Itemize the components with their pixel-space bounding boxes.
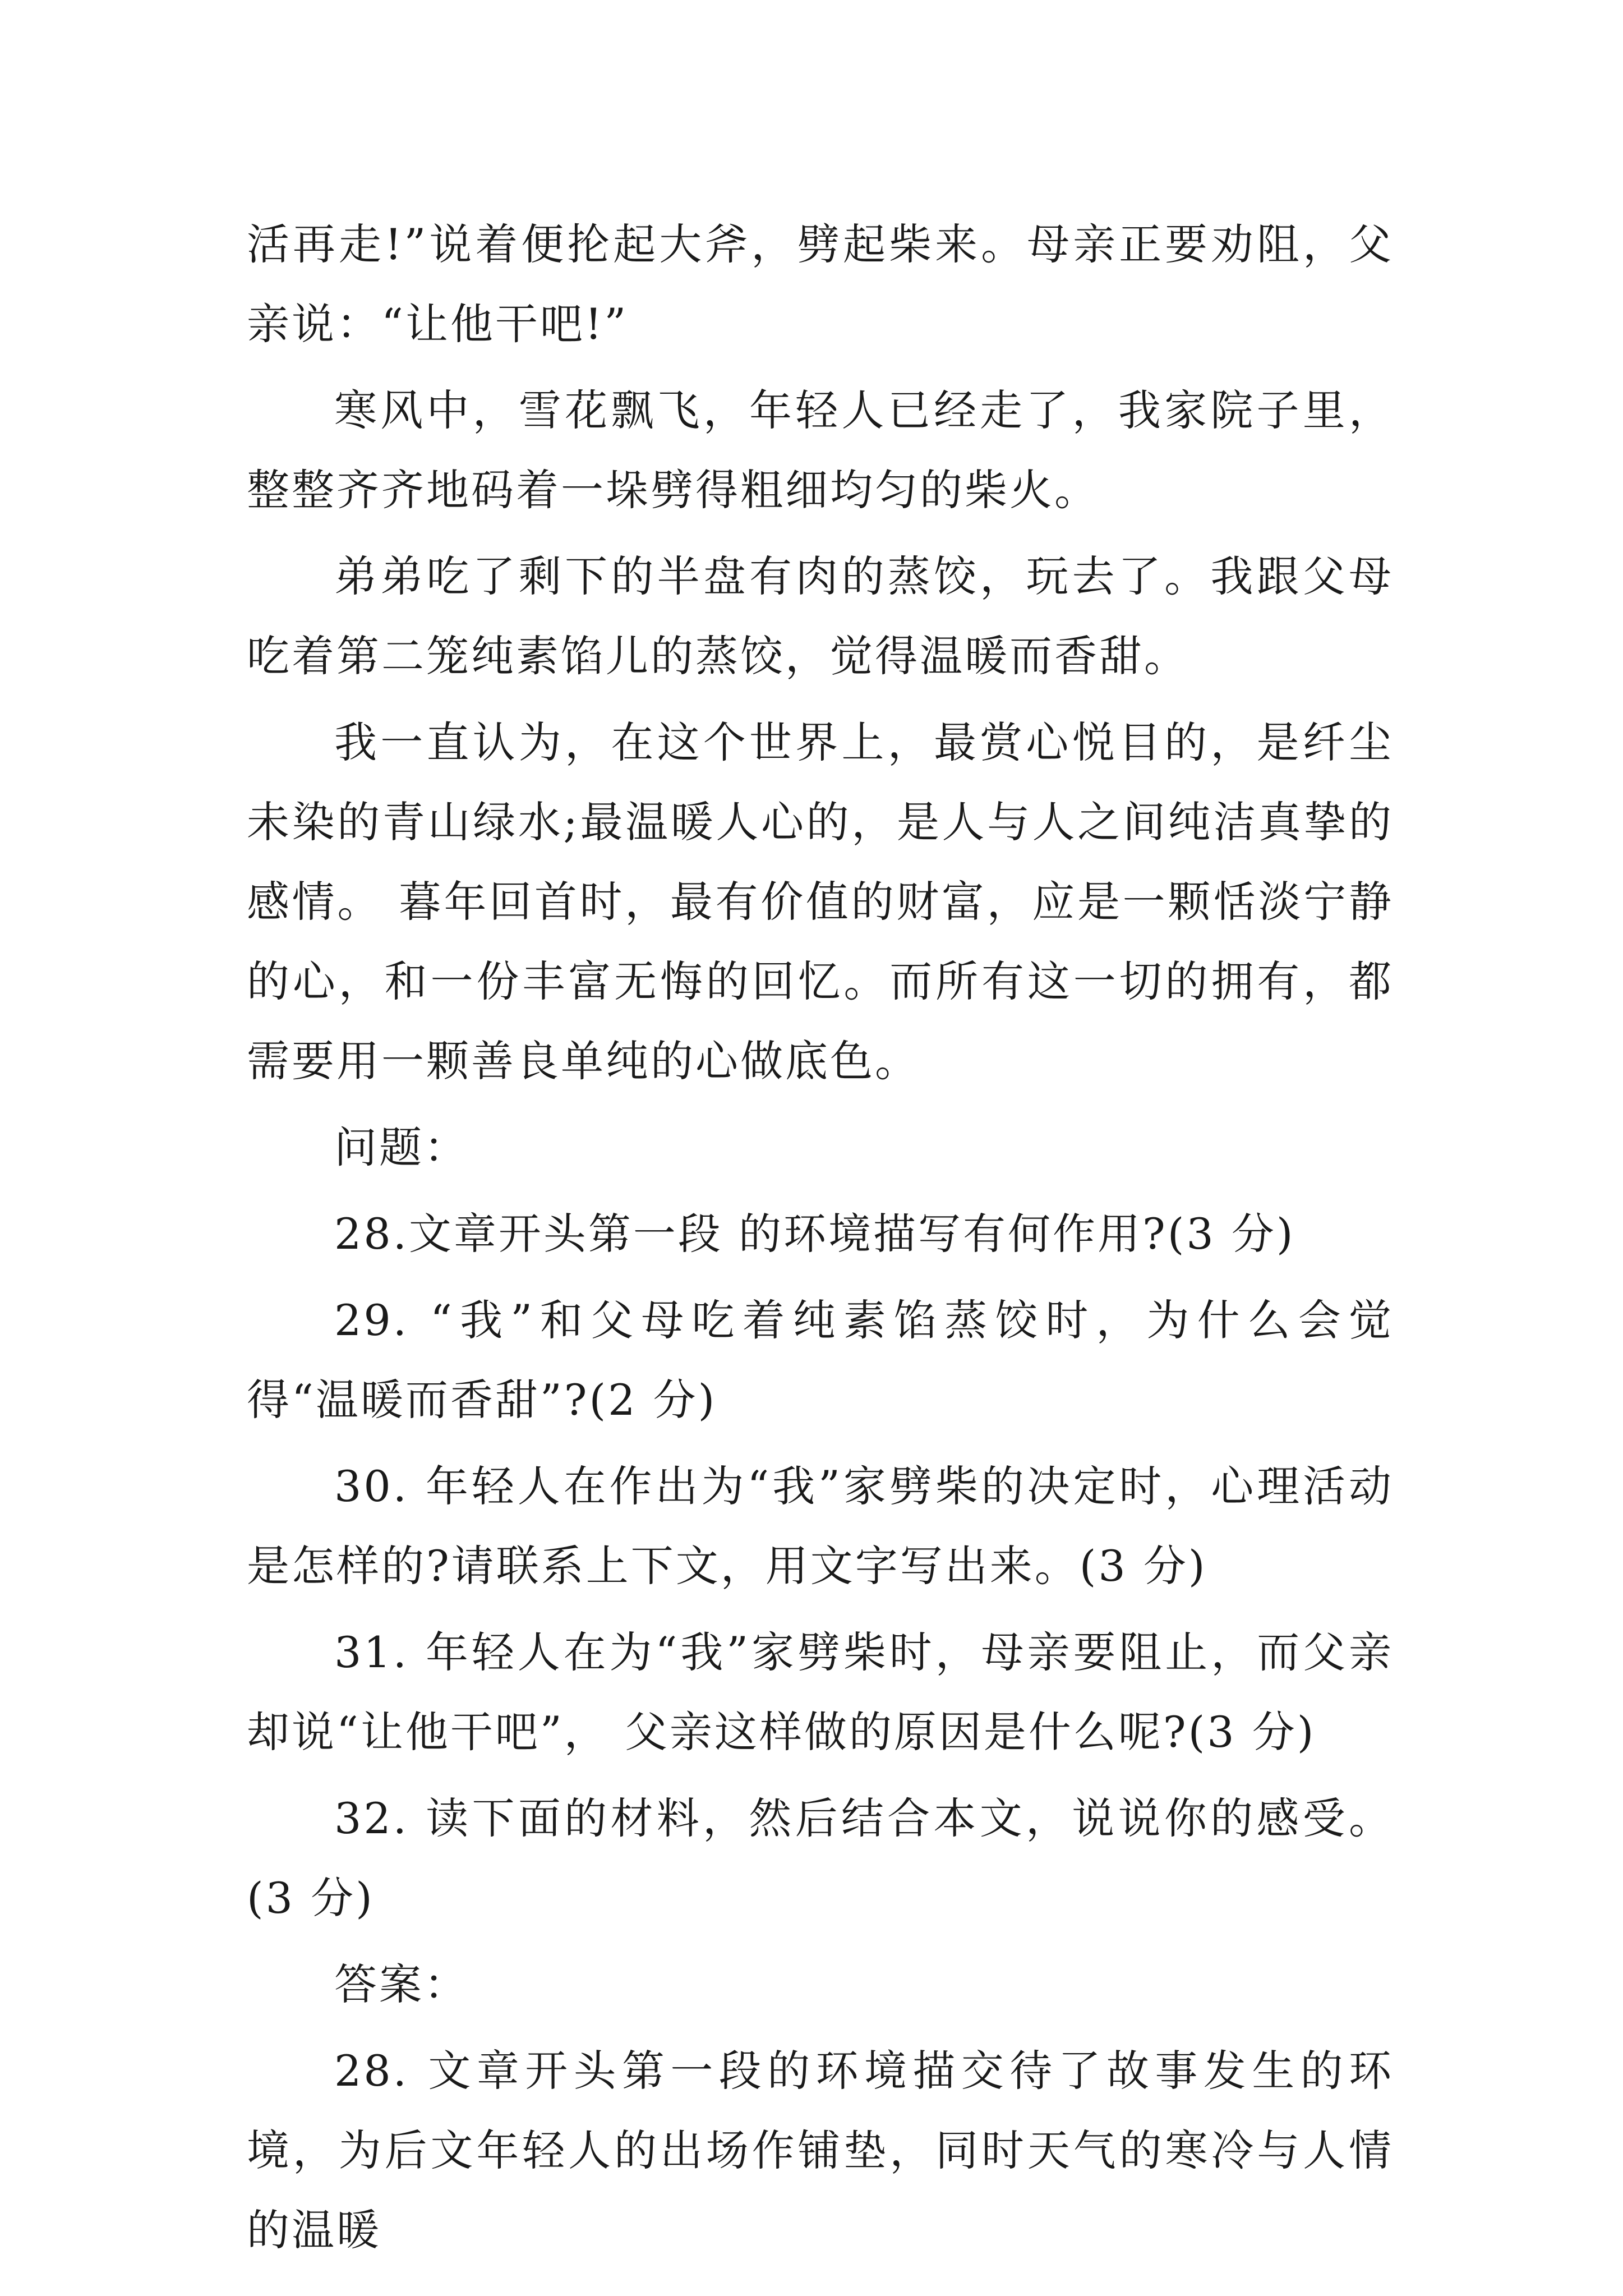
question-32: 32. 读下面的材料，然后结合本文，说说你的感受。(3 分) bbox=[247, 1793, 1394, 1923]
answers-heading: 答案： bbox=[334, 1959, 469, 2009]
question-31: 31. 年轻人在为“我”家劈柴时，母亲要阻止，而父亲却说“让他干吧”， 父亲这样做的原因是什么呢?(3 分) bbox=[247, 1627, 1394, 1757]
answer-28: 28. 文章开头第一段的环境描交待了故事发生的环境，为后文年轻人的出场作铺垫，同时天气的寒冷与人情的温暖 bbox=[247, 2046, 1394, 2255]
paragraph-story-end: 活再走!”说着便抡起大斧，劈起柴来。母亲正要劝阻，父亲说：“让他干吧!” bbox=[247, 219, 1394, 349]
paragraph-snow-scene: 寒风中，雪花飘飞，年轻人已经走了，我家院子里，整整齐齐地码着一垛劈得粗细均匀的柴火。 bbox=[247, 385, 1394, 515]
question-29: 29. “我”和父母吃着纯素馅蒸饺时，为什么会觉得“温暖而香甜”?(2 分) bbox=[247, 1295, 1394, 1425]
paragraph-reflection: 我一直认为，在这个世界上，最赏心悦目的，是纤尘未染的青山绿水;最温暖人心的，是人与人之间纯洁真挚的感情。 暮年回首时，最有价值的财富，应是一颗恬淡宁静的心，和一份丰富无悔的回忆。而所有这一切的拥有，都需要用一颗善良单纯的心做底色。 bbox=[247, 717, 1394, 1086]
document-body bbox=[247, 205, 1394, 2277]
question-28: 28.文章开头第一段 的环境描写有何作用?(3 分) bbox=[334, 1209, 1295, 1259]
paragraph-dumplings: 弟弟吃了剩下的半盘有肉的蒸饺，玩去了。我跟父母吃着第二笼纯素馅儿的蒸饺，觉得温暖而香甜。 bbox=[247, 551, 1394, 681]
question-30: 30. 年轻人在作出为“我”家劈柴的决定时，心理活动是怎样的?请联系上下文，用文字写出来。(3 分) bbox=[247, 1461, 1394, 1591]
questions-heading: 问题： bbox=[334, 1122, 469, 1172]
